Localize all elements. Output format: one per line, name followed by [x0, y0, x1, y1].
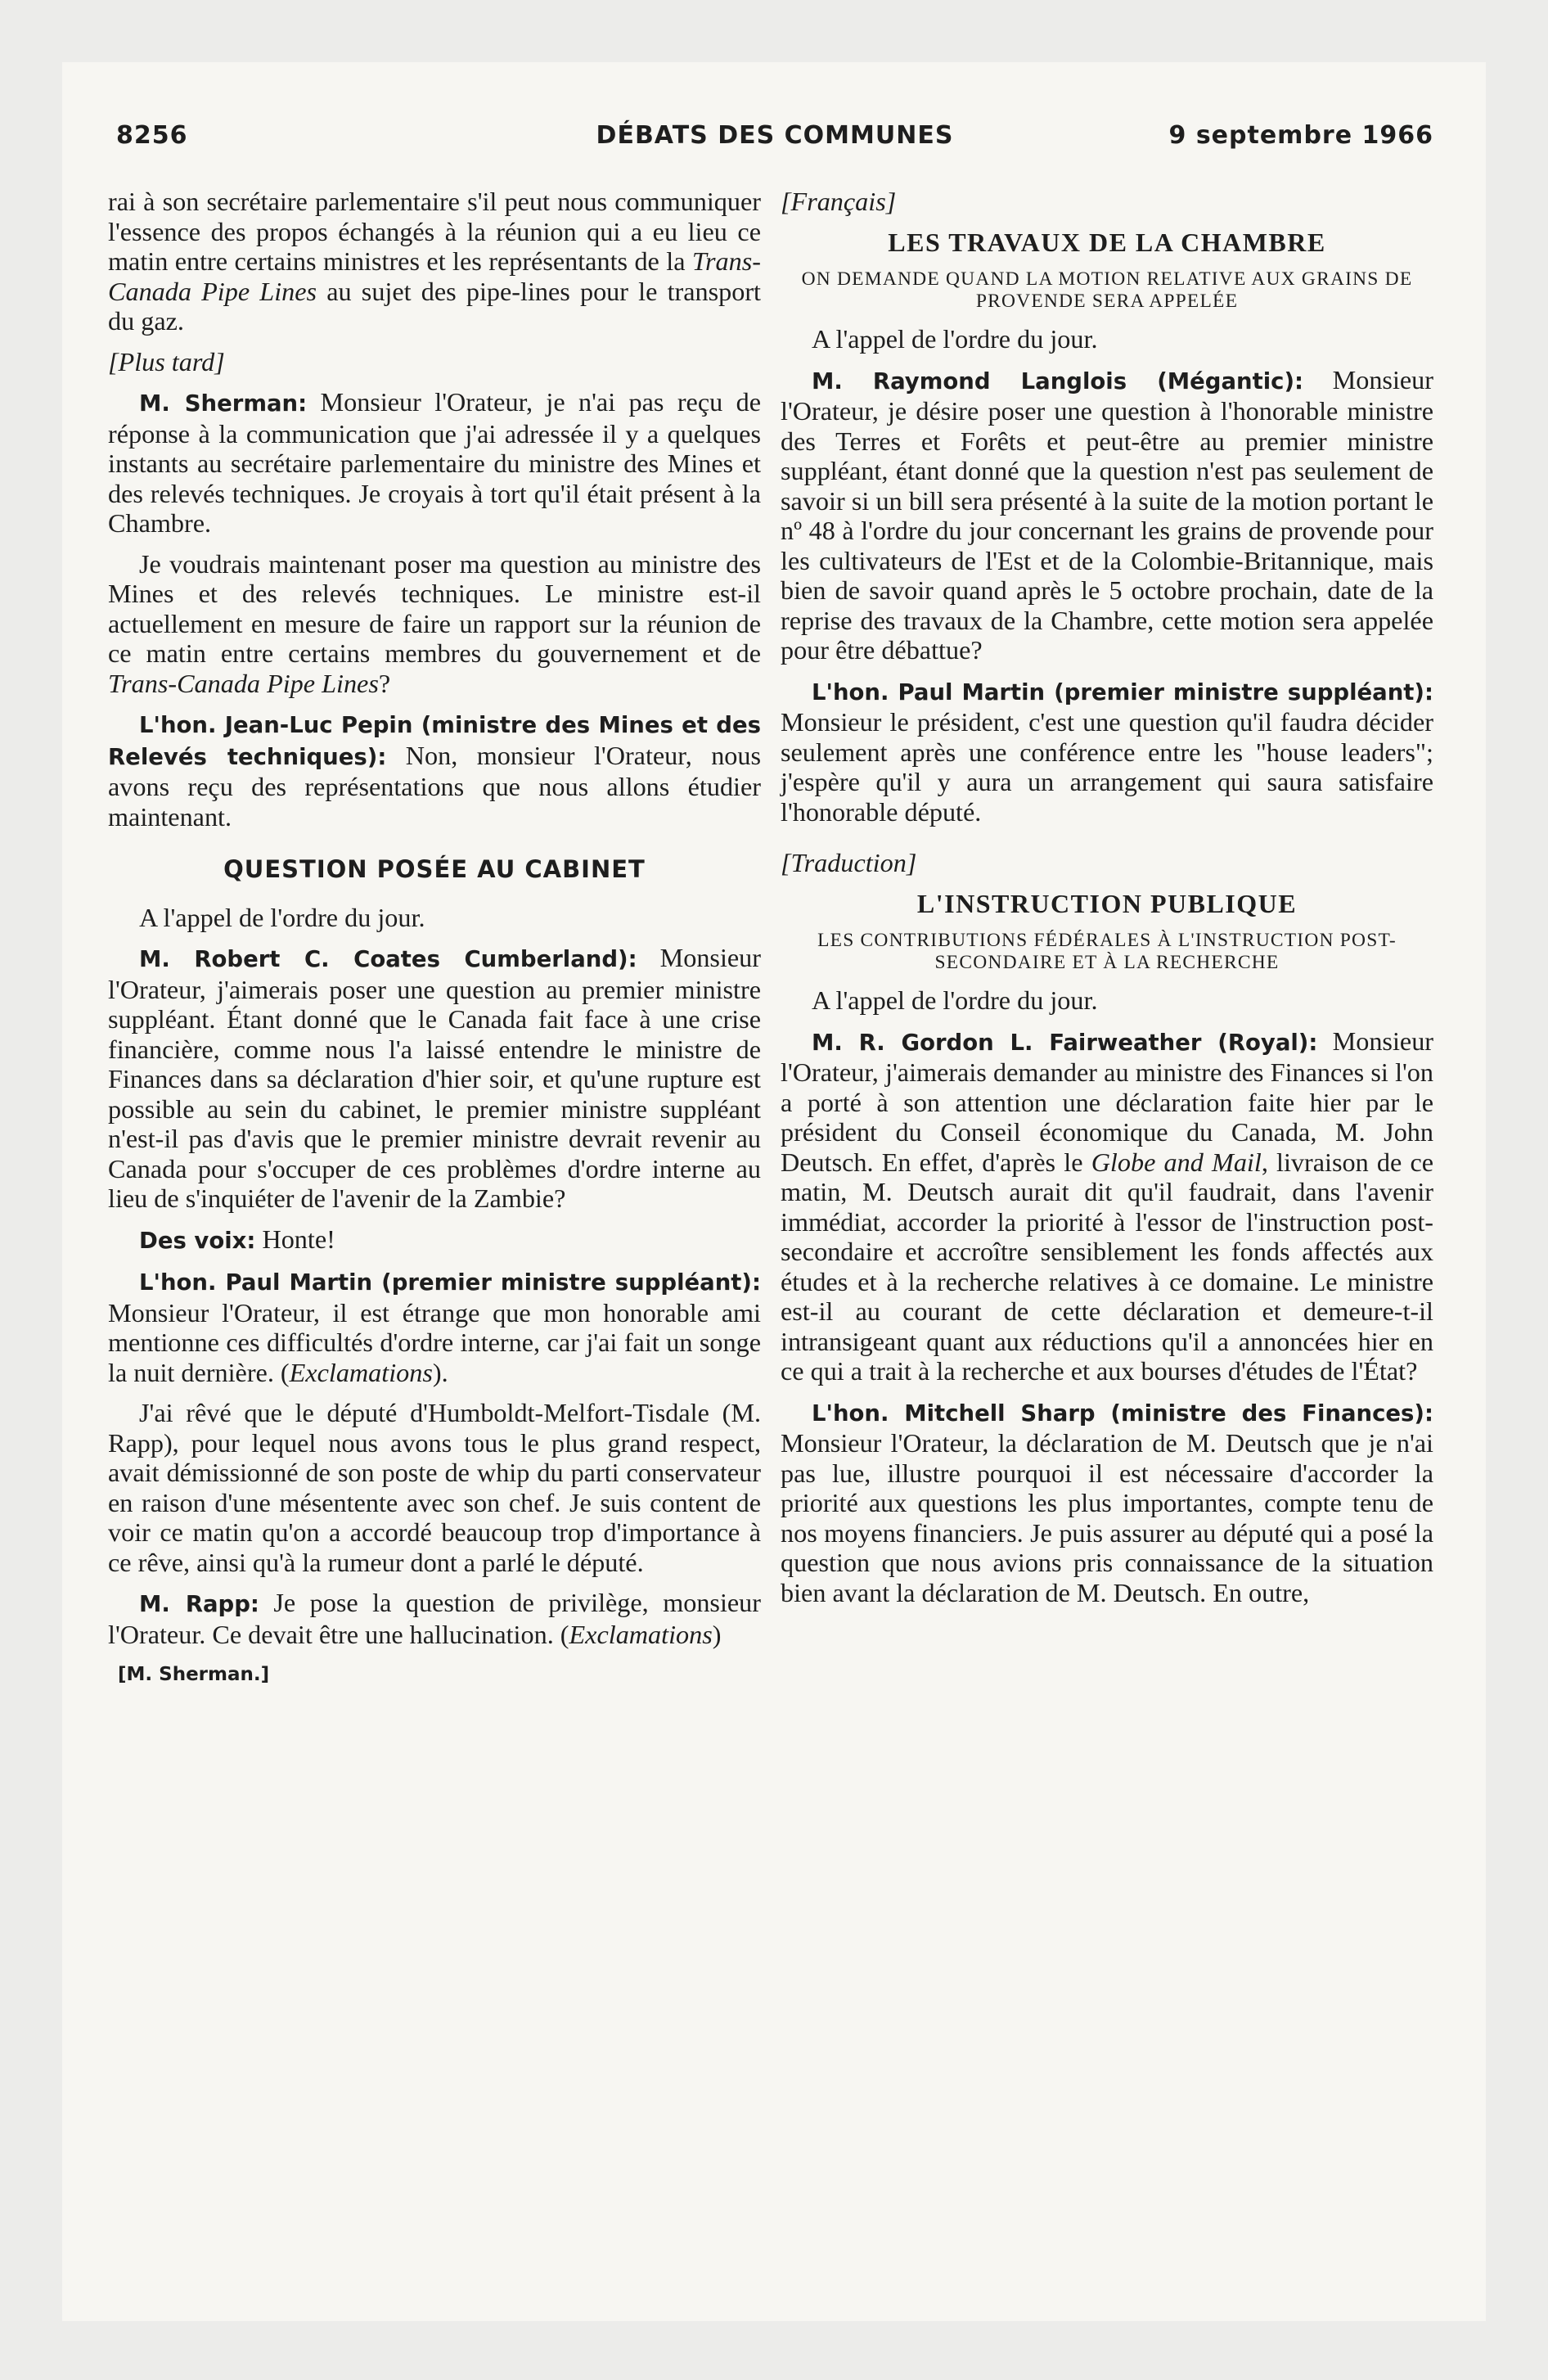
speaker-name: L'hon. Mitchell Sharp (ministre des Finances):: [812, 1400, 1433, 1427]
speaker-name: M. Sherman:: [139, 390, 308, 417]
speech-sherman-continued: Je voudrais maintenant poser ma question au ministre des Mines et des relevés techniques. Le ministre est-il actuellement en mesure de faire un rapport sur la réunion de ce matin entre certains membres du gouvernement et de Trans-Canada Pipe Lines?: [108, 548, 761, 698]
page-header: [116, 121, 1433, 167]
language-marker: [Traduction]: [781, 848, 917, 877]
page-date: 9 septembre 1966: [1168, 121, 1433, 150]
speaker-name: L'hon. Paul Martin (premier ministre suppléant):: [139, 1269, 761, 1296]
speech-martin: L'hon. Paul Martin (premier ministre suppléant): Monsieur l'Orateur, il est étrange que mon honorable ami mentionne ces difficultés d'ordre interne, car j'ai fait un songe la nuit dernière. (Exclamations).: [108, 1269, 761, 1387]
section-heading: L'INSTRUCTION PUBLIQUE: [916, 888, 1298, 918]
page-number: 8256: [116, 121, 188, 150]
language-marker: [Plus tard]: [108, 346, 225, 376]
right-column: [781, 187, 1433, 1618]
speaker-name: Des voix:: [139, 1227, 256, 1254]
speaker-name: L'hon. Paul Martin (premier ministre suppléant):: [812, 678, 1433, 705]
speech-rapp: M. Rapp: Je pose la question de privilège, monsieur l'Orateur. Ce devait être une hallucination. (Exclamations): [108, 1588, 761, 1649]
section-heading: QUESTION POSÉE AU CABINET: [223, 855, 646, 883]
document-page: [62, 62, 1486, 2321]
language-marker: [Français]: [781, 187, 897, 216]
order-of-day: A l'appel de l'ordre du jour.: [812, 985, 1098, 1015]
speaker-name: M. Robert C. Coates Cumberland):: [139, 946, 637, 972]
speaker-name: M. R. Gordon L. Fairweather (Royal):: [812, 1029, 1318, 1056]
speech-sharp: L'hon. Mitchell Sharp (ministre des Finances): Monsieur l'Orateur, la déclaration de M. Deutsch que je n'ai pas lue, illustre pourquoi il est nécessaire d'accorder la priorité aux questions les plus importantes, compte tenu de nos moyens financiers. Je puis assurer au député qui a posé la question que nous avions pris connaissance de la situation bien avant la déclaration de M. Deutsch. En outre,: [781, 1400, 1433, 1607]
page-title: DÉBATS DES COMMUNES: [596, 121, 954, 150]
footer-note: [M. Sherman.]: [118, 1664, 270, 1685]
order-of-day: A l'appel de l'ordre du jour.: [139, 902, 425, 932]
speaker-name: M. Raymond Langlois (Mégantic):: [812, 367, 1304, 394]
speech-martin-continued: J'ai rêvé que le député d'Humboldt-Melfort-Tisdale (M. Rapp), pour lequel nous avons tous le plus grand respect, avait démissionné de son poste de whip du parti conservateur en raison d'une mésentente avec son chef. Je suis content de voir ce matin qu'on a accordé beaucoup trop d'importance à ce rêve, ainsi qu'à la rumeur dont a parlé le député.: [108, 1398, 761, 1577]
section-heading: LES TRAVAUX DE LA CHAMBRE: [888, 227, 1326, 257]
speech-fairweather: M. R. Gordon L. Fairweather (Royal): Monsieur l'Orateur, j'aimerais demander au ministre des Finances si l'on a porté à son attention une déclaration faite hier par le président du Conseil économique du Canada, M. John Deutsch. En effet, d'après le Globe and Mail, livraison de ce matin, M. Deutsch aurait dit qu'il faudrait, dans l'avenir immédiat, accorder la priorité à l'essor de l'instruction post-secondaire et accroître sensiblement les fonds affectés aux études et à la recherche relatives à ce domaine. Le ministre est-il au courant de cette déclaration et demeure-t-il intransigeant quant aux réductions qu'il a annoncées hier en ce qui a trait à la recherche et aux bourses d'études de l'État?: [781, 1025, 1434, 1386]
left-column: [108, 187, 761, 1690]
order-of-day: A l'appel de l'ordre du jour.: [812, 324, 1098, 354]
speech-langlois: M. Raymond Langlois (Mégantic): Monsieur l'Orateur, je désire poser une question à l'honorable ministre des Terres et Forêts et peut-être au premier ministre suppléant, étant donné que la question n'est pas seulement de savoir si un bill sera présenté à la suite de la motion portant le nº 48 à l'ordre du jour concernant les grains de provende pour les cultivateurs de l'Est et de la Colombie-Britannique, mais bien de savoir quand après le 5 octobre prochain, date de la reprise des travaux de la Chambre, cette motion sera appelée pour être débattue?: [781, 364, 1433, 665]
speech-voices: Des voix: Honte!: [139, 1224, 335, 1254]
sub-heading: LES CONTRIBUTIONS FÉDÉRALES À L'INSTRUCTION POST-SECONDAIRE ET À LA RECHERCHE: [817, 930, 1397, 973]
speech-pepin: L'hon. Jean-Luc Pepin (ministre des Mines et des Relevés techniques): Non, monsieur l'Orateur, nous avons reçu des représentations que nous allons étudier maintenant.: [108, 712, 762, 832]
speaker-name: L'hon. Jean-Luc Pepin (ministre des Mines et des Relevés techniques):: [108, 712, 761, 770]
speaker-name: M. Rapp:: [139, 1591, 259, 1617]
speech-sherman: M. Sherman: Monsieur l'Orateur, je n'ai pas reçu de réponse à la communication que j'ai adressée il y a quelques instants au secrétaire parlementaire du ministre des Mines et des relevés techniques. Je croyais à tort qu'il était présent à la Chambre.: [108, 387, 761, 538]
paragraph-continued: rai à son secrétaire parlementaire s'il peut nous communiquer l'essence des propos échangés à la réunion qui a eu lieu ce matin entre certains ministres et les représentants de la Trans-Canada Pipe Lines au sujet des pipe-lines pour le transport du gaz.: [108, 187, 761, 336]
speech-martin: L'hon. Paul Martin (premier ministre suppléant): Monsieur le président, c'est une question qu'il faudra décider seulement après une conférence entre les "house leaders"; j'espère qu'il y aura un arrangement qui saura satisfaire l'honorable député.: [781, 678, 1433, 827]
sub-heading: ON DEMANDE QUAND LA MOTION RELATIVE AUX GRAINS DE PROVENDE SERA APPELÉE: [801, 268, 1413, 312]
speech-coates: M. Robert C. Coates Cumberland): Monsieur l'Orateur, j'aimerais poser une question au premier ministre suppléant. Étant donné que le Canada fait face à une crise financière, comme nous l'a laissé entendre le ministre de Finances dans sa déclaration d'hier soir, et qu'une rupture est possible au sein du cabinet, le premier ministre suppléant n'est-il pas d'avis que le premier ministre devrait revenir au Canada pour s'occuper de ces problèmes d'ordre interne au lieu de s'inquiéter de l'avenir de la Zambie?: [108, 943, 761, 1213]
